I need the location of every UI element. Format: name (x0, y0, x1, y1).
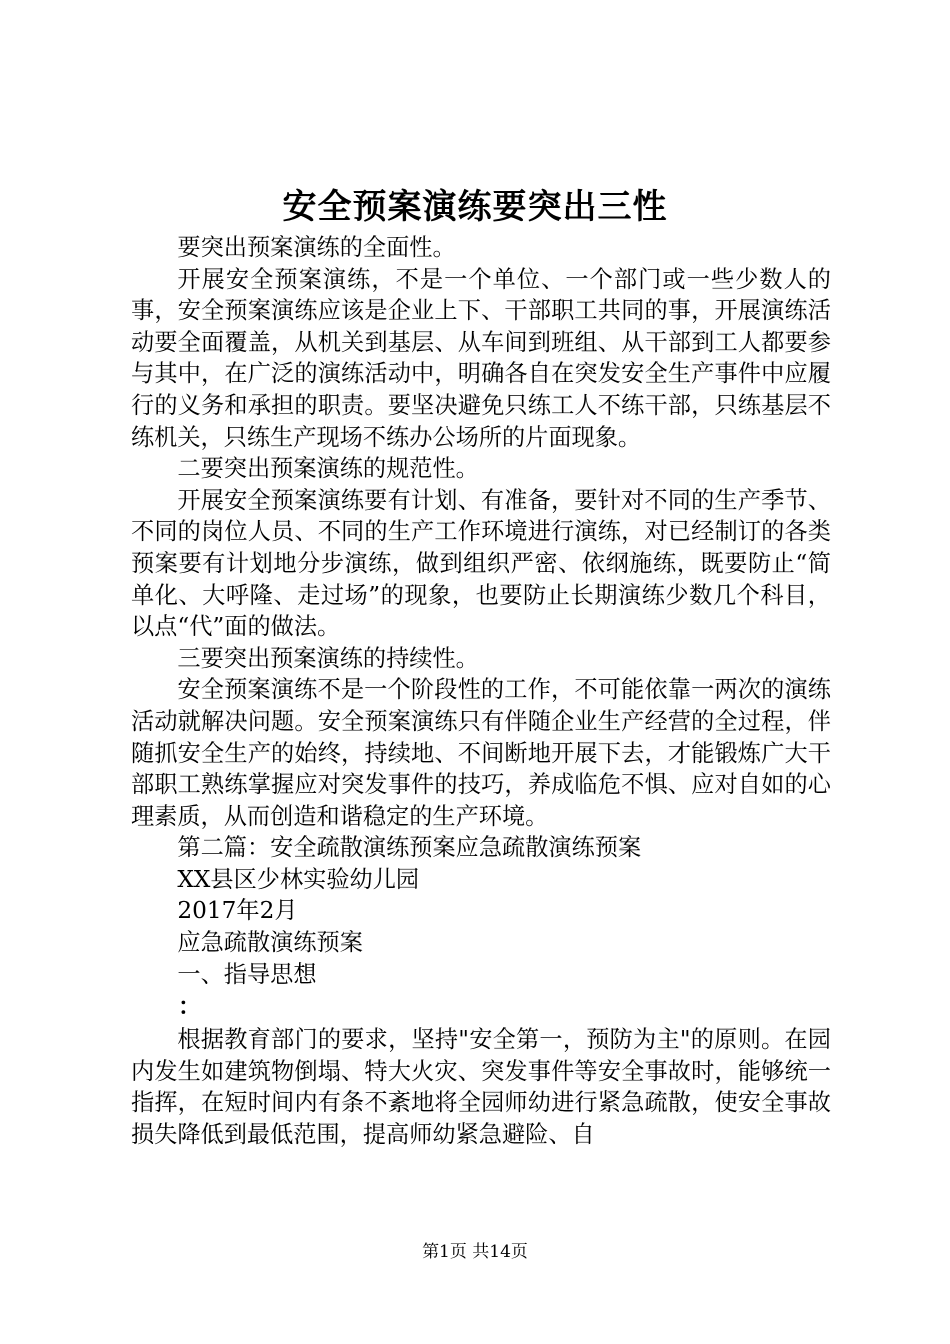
section-heading-2: 二要突出预案演练的规范性。 (177, 455, 479, 483)
document-body (131, 232, 831, 1151)
document-date: 2017年2月 (177, 897, 298, 925)
document-title: 安全预案演练要突出三性 (282, 187, 668, 227)
paragraph-comprehensiveness: 开展安全预案演练，不是一个单位、一个部门或一些少数人的事，安全预案演练应该是企业上下、干部职工共同的事，开展演练活动要全面覆盖，从机关到基层、从车间到班组、从干部到工人都要参与其中，在广泛的演练活动中，明确各自在突发安全生产事件中应履行的义务和承担的职责。要坚决避免只练工人不练干部，只练基层不练机关，只练生产现场不练办公场所的片面现象。 (131, 265, 831, 451)
plan-title: 应急疏散演练预案 (177, 929, 363, 957)
part-two-heading: 第二篇：安全疏散演练预案应急疏散演练预案 (177, 834, 642, 862)
paragraph-guiding-thought: 根据教育部门的要求，坚持"安全第一，预防为主"的原则。在园内发生如建筑物倒塌、特大火灾、突发事件等安全事故时，能够统一指挥，在短时间内有条不紊地将全园师幼进行紧急疏散，使安全事故损失降低到最低范围，提高师幼紧急避险、自 (131, 1026, 831, 1149)
section-heading-3: 三要突出预案演练的持续性。 (177, 644, 479, 672)
guiding-thought-heading: 一、指导思想 (177, 960, 317, 988)
paragraph-continuity: 安全预案演练不是一个阶段性的工作，不可能依靠一两次的演练活动就解决问题。安全预案演练只有伴随企业生产经营的全过程，伴随抓安全生产的始终，持续地、不间断地开展下去，才能锻炼广大干部职工熟练掌握应对突发事件的技巧，养成临危不惧、应对自如的心理素质，从而创造和谐稳定的生产环境。 (131, 676, 831, 830)
section-heading-1: 要突出预案演练的全面性。 (177, 234, 456, 261)
organization-name: XX县区少林实验幼儿园 (177, 865, 420, 893)
colon-line: ： (178, 993, 202, 1021)
paragraph-standardization: 开展安全预案演练要有计划、有准备，要针对不同的生产季节、不同的岗位人员、不同的生产工作环境进行演练，对已经制订的各类预案要有计划地分步演练，做到组织严密、依纲施练，既要防止“简单化、大呼隆、走过场”的现象，也要防止长期演练少数几个科目，以点“代”面的做法。 (131, 486, 831, 641)
page-footer: 第1页 共14页 (422, 1242, 528, 1262)
